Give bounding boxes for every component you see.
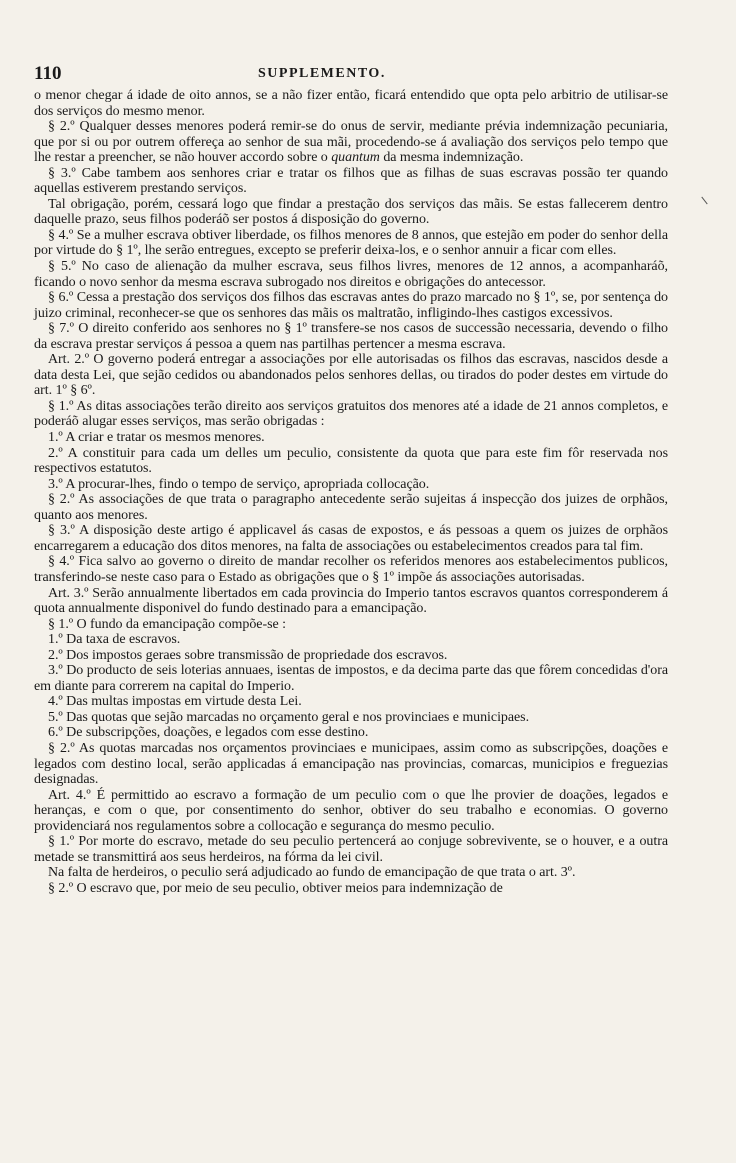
list-item xyxy=(34,477,668,493)
paragraph-text: da mesma indemnização. xyxy=(379,150,524,166)
paragraph xyxy=(34,290,668,321)
paragraph-text: § 1.º O fundo da emancipação compõe-se : xyxy=(48,616,286,632)
paragraph xyxy=(34,881,668,897)
running-title: SUPPLEMENTO. xyxy=(258,66,386,81)
paragraph-text: Art. 2.º O governo poderá entregar a associações por elle autorisadas os filhos das escravas, nascidos desde a data desta Lei, que sejão cedidos ou abandonados pelos senhores dellas, ou tirados do poder destes em virtude do art. 1º § 6º. xyxy=(34,352,668,399)
paragraph xyxy=(34,492,668,523)
list-item xyxy=(34,648,668,664)
paragraph-text: § 6.º Cessa a prestação dos serviços dos filhos das escravas antes do prazo marcado no § 1º, se, por sentença do juizo criminal, reconhecer-se que os senhores das mãis os maltratão, infligindo-lhes castigos excessivos. xyxy=(34,290,668,321)
paragraph xyxy=(34,399,668,430)
paragraph xyxy=(34,166,668,197)
paragraph-text: § 3.º Cabe tambem aos senhores criar e tratar os filhos que as filhas de suas escravas possão ter quando aquellas estiverem prestando serviços. xyxy=(34,165,668,197)
emphasis-text: quantum xyxy=(331,150,380,166)
paragraph xyxy=(34,554,668,585)
paragraph xyxy=(34,197,668,228)
paragraph-text: 1.º Da taxa de escravos. xyxy=(48,632,181,648)
paragraph-text: Tal obrigação, porém, cessará logo que findar a prestação dos serviços das mãis. Se estas fallecerem dentro daquelle prazo, seus filhos poderáõ ser postos á disposição do governo. xyxy=(34,196,668,228)
paragraph xyxy=(34,352,668,399)
margin-mark xyxy=(701,197,707,205)
paragraph-text: § 4.º Fica salvo ao governo o direito de mandar recolher os referidos menores aos estabelecimentos publicos, transferindo-se neste caso para o Estado as obrigações que o § 1º impõe ás associações autorisadas. xyxy=(34,554,668,585)
paragraph-text: 5.º Das quotas que sejão marcadas no orçamento geral e nos provinciaes e municipaes. xyxy=(48,709,530,725)
list-item xyxy=(34,694,668,710)
paragraph xyxy=(34,228,668,259)
paragraph-text: 4.º Das multas impostas em virtude desta Lei. xyxy=(48,694,302,710)
paragraph-text: § 4.º Se a mulher escrava obtiver liberdade, os filhos menores de 8 annos, que estejão em poder do senhor della por virtude do § 1º, lhe serão entregues, excepto se preferir deixa-los, e o senhor annuir a ficar com elles. xyxy=(34,227,668,259)
paragraph-text: § 5.º No caso de alienação da mulher escrava, seus filhos livres, menores de 12 annos, a acompanharáõ, ficando o novo senhor da mesma escrava subrogado nos direitos e obrigações do antecessor. xyxy=(34,259,668,290)
paragraph xyxy=(34,88,668,119)
paragraph-text: Na falta de herdeiros, o peculio será adjudicado ao fundo de emancipação de que trata o art. 3º. xyxy=(48,865,576,881)
list-item xyxy=(34,663,668,694)
paragraph-text: § 2.º Qualquer desses menores poderá remir-se do onus de servir, mediante prévia indemnização pecuniaria, que por si ou por outrem offereça ao senhor de sua mãi, procedendo-se á avaliação dos serviços pelo tempo que lhe restar a preencher, se não houver accordo sobre o xyxy=(34,119,668,166)
paragraph-text: 3.º A procurar-lhes, findo o tempo de serviço, apropriada collocação. xyxy=(48,476,430,492)
paragraph-text: § 2.º O escravo que, por meio de seu peculio, obtiver meios para indemnização de xyxy=(48,880,503,896)
paragraph-text: § 7.º O direito conferido aos senhores no § 1º transfere-se nos casos de successão necessaria, devendo o filho da escrava prestar serviços á pessoa a quem nas partilhas pertencer a mesma escrava. xyxy=(34,321,668,352)
paragraph xyxy=(34,617,668,633)
paragraph-text: Art. 3.º Serão annualmente libertados em cada provincia do Imperio tantos escravos quantos corresponderem á quota annualmente disponivel do fundo destinado para a emancipação. xyxy=(34,585,668,617)
paragraph-text: § 2.º As associações de que trata o paragrapho antecedente serão sujeitas á inspecção dos juizes de orphãos, quanto aos menores. xyxy=(34,492,668,523)
paragraph-text: 1.º A criar e tratar os mesmos menores. xyxy=(48,430,265,446)
book-page xyxy=(34,64,668,896)
list-item xyxy=(34,430,668,446)
paragraph-text: Art. 4.º É permittido ao escravo a formação de um peculio com o que lhe provier de doações, legados e heranças, e com o que, por consentimento do senhor, obtiver do seu trabalho e economias. O governo providenciará nos regulamentos sobre a collocação e segurança do mesmo peculio. xyxy=(34,787,668,834)
paragraph-text: 3.º Do producto de seis loterias annuaes, isentas de impostos, e da decima parte das que fôrem concedidas d'ora em diante para correrem na capital do Imperio. xyxy=(34,663,668,694)
paragraph xyxy=(34,259,668,290)
list-item xyxy=(34,632,668,648)
paragraph xyxy=(34,834,668,865)
paragraph-text: 6.º De subscripções, doações, e legados com esse destino. xyxy=(48,725,369,741)
paragraph xyxy=(34,788,668,835)
paragraph-text: § 3.º A disposição deste artigo é applicavel ás casas de expostos, e ás pessoas a quem os juizes de orphãos encarregarem a educação dos ditos menores, na falta de associações ou estabelecimentos creados para tal fim. xyxy=(34,523,668,554)
list-item xyxy=(34,446,668,477)
paragraph-text: 2.º Dos impostos geraes sobre transmissão de propriedade dos escravos. xyxy=(48,647,448,663)
paragraph xyxy=(34,865,668,881)
paragraph-text: o menor chegar á idade de oito annos, se a não fizer então, ficará entendido que opta pelo arbitrio de utilisar-se dos serviços do mesmo menor. xyxy=(34,88,668,119)
list-item xyxy=(34,725,668,741)
page-header xyxy=(34,64,668,88)
list-item xyxy=(34,710,668,726)
paragraph-text: § 2.º As quotas marcadas nos orçamentos provinciaes e municipaes, assim como as subscripções, doações e legados com destino local, serão applicadas á emancipação nas provincias, comarcas, municipios e freguezias designadas. xyxy=(34,740,668,788)
paragraph-text: § 1.º As ditas associações terão direito aos serviços gratuitos dos menores até a idade de 21 annos completos, e poderáõ alugar esses serviços, mas serão obrigadas : xyxy=(34,398,668,430)
paragraph xyxy=(34,586,668,617)
paragraph xyxy=(34,321,668,352)
page-number: 110 xyxy=(34,63,62,84)
paragraph xyxy=(34,119,668,166)
paragraph-text: 2.º A constituir para cada um delles um peculio, consistente da quota que para este fim fôr reservada nos respectivos estatutos. xyxy=(34,445,668,477)
paragraph xyxy=(34,523,668,554)
paragraph-text: § 1.º Por morte do escravo, metade do seu peculio pertencerá ao conjuge sobrevivente, se o houver, e a outra metade se transmittirá aos seus herdeiros, na fórma da lei civil. xyxy=(34,834,668,865)
body-text xyxy=(34,88,668,896)
paragraph xyxy=(34,741,668,788)
